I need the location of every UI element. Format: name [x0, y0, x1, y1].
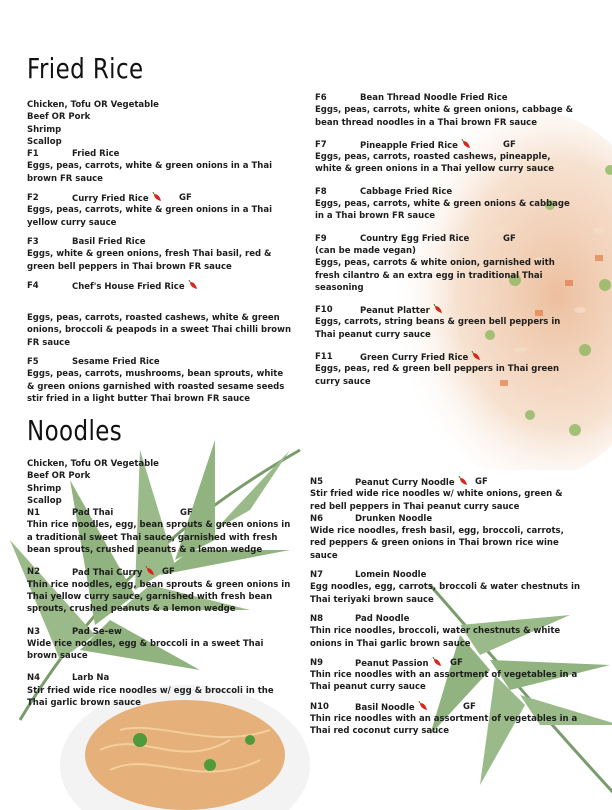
item-description: Eggs, peas, carrots, white & green onions in a Thai yellow curry sauce	[27, 205, 272, 228]
gluten-free-badge: GF	[503, 233, 516, 244]
fried-rice-left-column	[27, 99, 292, 405]
gluten-free-badge: GF	[179, 193, 192, 204]
item-name: Green Curry Fried Rice	[360, 353, 469, 364]
item-code: N1	[27, 508, 41, 519]
item-code: N5	[310, 477, 324, 487]
item-description: Thin rice noodles, broccoli, water chestnuts & white onions in Thai garlic brown sauce	[310, 626, 561, 649]
item-name: Peanut Curry Noodle	[355, 478, 455, 488]
item-description: Eggs, peas, red & green bell peppers in Thai green curry sauce	[315, 364, 560, 387]
item-name: Pineapple Fried Rice	[360, 140, 458, 151]
item-name: Pad Noodle	[355, 613, 410, 624]
protein-option: Scallop	[27, 495, 62, 506]
item-description: Eggs, peas, carrots, white & green onions, cabbage & bean thread noodles in a Thai brown FR sauce	[315, 105, 574, 128]
item-description: Thin rice noodles, egg, bean sprouts & green onions in Thai yellow curry sauce, garnished with fresh bean sprouts, crushed peanuts & a lemon wedge	[27, 579, 291, 615]
item-code: F4	[27, 280, 39, 291]
gluten-free-badge: GF	[180, 508, 193, 519]
item-description: Eggs, white & green onions, fresh Thai basil, red & green bell peppers in Thai brown FR sauce	[27, 249, 272, 272]
item-description: Thin rice noodles, egg, bean sprouts & green onions in a traditional sweet Thai sauce, garnished with fresh bean sprouts, crushed peanuts & a lemon wedge	[27, 520, 291, 556]
item-code: N9	[310, 657, 324, 668]
item-name: Pad Thai Curry	[72, 568, 143, 579]
chili-pepper-icon	[145, 566, 155, 576]
item-name: Sesame Fried Rice	[72, 357, 160, 368]
fried-rice-protein-list	[27, 99, 292, 148]
menu-item	[315, 351, 580, 388]
protein-option: Beef OR Pork	[27, 471, 91, 482]
item-name: Lomein Noodle	[355, 570, 427, 581]
item-description: Stir fried wide rice noodles w/ egg & broccoli in the Thai garlic brown sauce	[27, 685, 274, 709]
menu-item	[315, 304, 580, 341]
item-code: F1	[27, 149, 39, 160]
item-description: Egg noodles, egg, carrots, broccoli & water chestnuts in Thai teriyaki brown sauce	[310, 582, 580, 605]
item-name: Drunken Noodle	[355, 513, 433, 524]
item-code: F5	[27, 357, 39, 368]
item-code: N8	[310, 613, 324, 624]
protein-option: Chicken, Tofu OR Vegetable	[27, 459, 159, 469]
item-description: Wide rice noodles, fresh basil, egg, broccoli, carrots, red peppers & green onions in Thai brown rice wine sauce	[310, 526, 564, 561]
chili-pepper-icon	[458, 476, 468, 486]
item-code: N7	[310, 570, 324, 581]
fried-rice-title: Fried Rice	[27, 52, 144, 85]
menu-item	[315, 139, 580, 176]
chili-pepper-icon	[152, 192, 162, 202]
item-code: F8	[315, 186, 327, 197]
item-name: Cabbage Fried Rice	[360, 186, 453, 197]
item-code: F3	[27, 236, 39, 247]
chili-pepper-icon	[461, 139, 471, 149]
item-description: Eggs, peas, carrots & white onion, garnished with fresh cilantro & an extra egg in traditional Thai seasoning	[315, 258, 555, 293]
protein-option: Shrimp	[27, 483, 62, 494]
chili-pepper-icon	[433, 304, 443, 314]
menu-item	[315, 186, 580, 223]
protein-option: Beef OR Pork	[27, 112, 91, 123]
menu-item	[27, 148, 292, 185]
noodles-protein-list	[27, 458, 292, 507]
menu-item	[310, 657, 580, 694]
noodles-title: Noodles	[27, 414, 123, 447]
item-description: Stir fried wide rice noodles w/ white onions, green & red bell peppers in Thai peanut curry sauce	[310, 489, 563, 512]
menu-item	[27, 507, 292, 556]
item-name: Chef's House Fried Rice	[72, 281, 185, 292]
item-code: F6	[315, 93, 327, 103]
gluten-free-badge: GF	[450, 657, 463, 668]
noodles-left-column	[27, 458, 292, 709]
protein-option: Shrimp	[27, 124, 62, 135]
menu-item	[27, 192, 292, 229]
menu-item	[27, 672, 292, 709]
item-name: Pad Se-ew	[72, 626, 122, 637]
protein-option: Scallop	[27, 136, 62, 147]
chili-pepper-icon	[471, 351, 481, 361]
menu-item	[27, 280, 292, 349]
gluten-free-badge: GF	[463, 701, 476, 712]
gluten-free-badge: GF	[475, 477, 488, 487]
noodles-right-column	[310, 476, 580, 738]
chili-pepper-icon	[418, 701, 428, 711]
item-code: F2	[27, 193, 39, 204]
menu-item	[310, 613, 580, 650]
menu-item	[27, 236, 292, 273]
item-description: Eggs, peas, carrots, white & green onions in a Thai brown FR sauce	[27, 161, 272, 184]
item-name: Pad Thai	[72, 508, 114, 519]
item-name: Peanut Platter	[360, 306, 430, 317]
item-code: F9	[315, 233, 327, 244]
gluten-free-badge: GF	[162, 567, 175, 578]
menu-item	[315, 92, 580, 129]
item-description: Thin rice noodles with an assortment of vegetables in a Thai peanut curry sauce	[310, 670, 578, 693]
item-name: Country Egg Fried Rice	[360, 233, 470, 244]
item-description: Eggs, peas, carrots, roasted cashews, white & green onions, broccoli & peapods in a sweet Thai chilli brown FR sauce	[27, 313, 292, 348]
item-code: N6	[310, 513, 324, 524]
chili-pepper-icon	[432, 657, 442, 667]
item-code: N2	[27, 567, 41, 578]
protein-option: Chicken, Tofu OR Vegetable	[27, 100, 159, 110]
item-code: N4	[27, 673, 41, 684]
fried-rice-right-column	[315, 92, 580, 388]
item-description: Eggs, peas, carrots, white & green onions & cabbage in a Thai brown FR sauce	[315, 199, 570, 222]
item-code: F11	[315, 352, 333, 363]
item-note: (can be made vegan)	[315, 245, 416, 256]
item-name: Peanut Passion	[355, 658, 429, 669]
menu-item	[27, 566, 292, 615]
item-description: Eggs, peas, carrots, roasted cashews, pineapple, white & green onions in a Thai yellow curry sauce	[315, 152, 554, 175]
gluten-free-badge: GF	[503, 139, 516, 150]
menu-item	[315, 233, 580, 294]
menu-item	[310, 701, 580, 738]
item-description: Wide rice noodles, egg & broccoli in a sweet Thai brown sauce	[27, 638, 264, 662]
item-name: Basil Fried Rice	[72, 236, 146, 247]
item-description: Eggs, carrots, string beans & green bell peppers in Thai peanut curry sauce	[315, 317, 561, 340]
chili-pepper-icon	[188, 280, 198, 290]
item-name: Curry Fried Rice	[72, 194, 149, 205]
item-name: Fried Rice	[72, 149, 120, 160]
menu-item	[27, 626, 292, 663]
item-code: F7	[315, 139, 327, 150]
item-name: Larb Na	[72, 673, 110, 684]
item-description: Eggs, peas, carrots, mushrooms, bean sprouts, white & green onions garnished with roasted sesame seeds stir fried in a light butter Thai brown FR sauce	[27, 369, 285, 404]
menu-item	[27, 356, 292, 405]
item-name: Bean Thread Noodle Fried Rice	[360, 93, 508, 103]
menu-item	[310, 476, 580, 513]
menu-item	[310, 513, 580, 562]
item-description: Thin rice noodles with an assortment of vegetables in a Thai red coconut curry sauce	[310, 714, 578, 737]
item-name: Basil Noodle	[355, 702, 415, 713]
item-code: F10	[315, 305, 333, 316]
item-code: N3	[27, 626, 41, 637]
menu-item	[310, 569, 580, 606]
item-code: N10	[310, 701, 329, 712]
